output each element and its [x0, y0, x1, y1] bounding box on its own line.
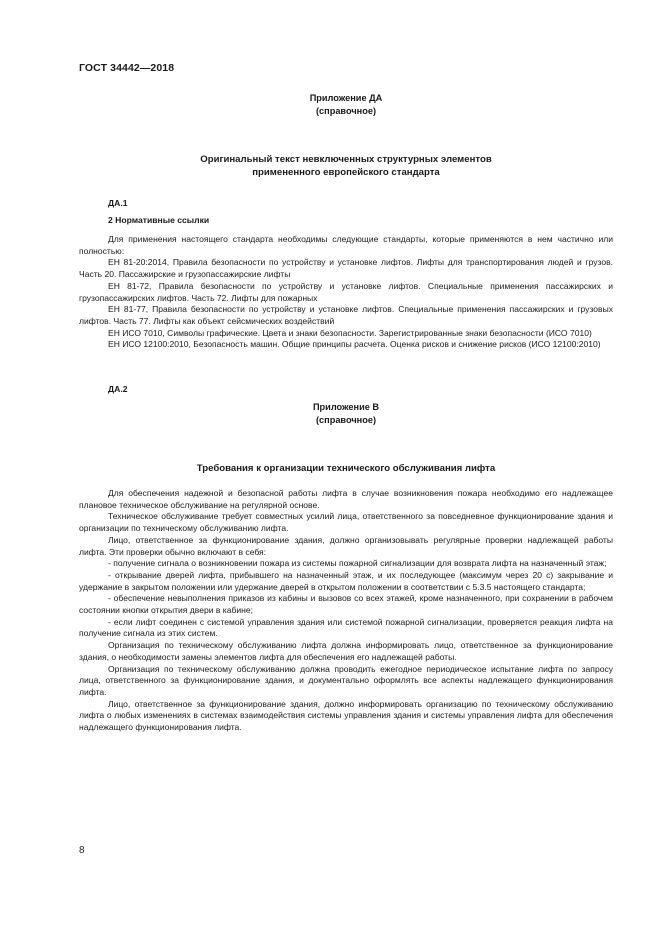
normative-references [79, 234, 613, 351]
list-item: - открывание дверей лифта, прибывшего на назначенный этаж, и их последующее (максимум через 20 с) закрывание и удержание в закрытом положении или удержание дверей в открытом положении в соответствии с 5.3.5 настоящего стандарта; [79, 569, 613, 592]
paragraph: Организация по техническому обслуживанию лифта должна информировать лицо, ответственное за функционирование здания, о необходимости замены элементов лифта для обеспечения его надлежащей работы. [79, 640, 613, 662]
maintenance-requirements [79, 488, 613, 734]
clause-heading: 2 Нормативные ссылки [108, 215, 210, 225]
paragraph: Для применения настоящего стандарта необходимы следующие стандарты, которые применяются в нем частично или полностью: [79, 234, 613, 256]
annex-b-subtitle: (справочное) [315, 414, 376, 425]
annex-da-section-title [100, 154, 592, 179]
annex-da-subtitle: (справочное) [315, 105, 376, 116]
reference-item: ЕН ИСО 7010, Символы графические. Цвета и знаки безопасности. Зарегистрированные знаки безопасности (ИСО 7010) [108, 327, 592, 338]
reference-item: ЕН 81-72, Правила безопасности по устройству и установке лифтов. Специальные применения пассажирских и грузопассажирских лифтов. Часть 72. Лифты для пожарных [79, 280, 613, 303]
paragraph: Лицо, ответственное за функционирование здания, должно информировать организацию по техническому обслуживанию лифта о любых изменениях в системах взаимодействия системы управления здания и системы управления лифта для обеспечения надлежащего функционирования лифта. [79, 698, 613, 733]
annex-da-title: Приложение ДА [309, 93, 383, 103]
list-item: - если лифт соединен с системой управления здания или системой пожарной сигнализации, проверяется реакция лифта на получение сигнала из этих систем. [79, 616, 613, 639]
annex-da-heading [200, 92, 492, 117]
annex-b-heading [200, 401, 492, 426]
list-item: - получение сигнала о возникновении пожара из системы пожарной сигнализации для возврата лифта на назначенный этаж; [108, 558, 607, 569]
reference-item: ЕН 81-20:2014, Правила безопасности по устройству и установке лифтов. Лифты для транспортирования людей и грузов. Часть 20. Пассажирские и грузопассажирские лифты [79, 257, 613, 280]
paragraph: Лицо, ответственное за функционирование здания, должно организовывать регулярные проверки надлежащей работы лифта. Эти проверки обычно включают в себя: [79, 534, 613, 557]
page-number: 8 [79, 845, 85, 856]
item-da1-label: ДА.1 [108, 198, 128, 208]
annex-da-section-title-line2: примененного европейского стандарта [252, 166, 440, 178]
item-da2-label: ДА.2 [108, 384, 128, 394]
reference-item: ЕН 81-77, Правила безопасности по устройству и установке лифтов. Специальные применения пассажирских и грузовых лифтов. Часть 77. Лифты как объект сейсмических воздействий [79, 304, 613, 326]
paragraph: Техническое обслуживание требует совместных усилий лица, ответственного за повседневное функционирование здания и организации по техническому обслуживанию лифта. [79, 511, 613, 534]
reference-item: ЕН ИСО 12100:2010, Безопасность машин. Общие принципы расчета. Оценка рисков и снижение рисков (ИСО 12100:2010) [108, 339, 601, 350]
paragraph: Для обеспечения надежной и безопасной работы лифта в случае возникновения пожара необходимо его надлежащее плановое техническое обслуживание на регулярной основе. [79, 488, 613, 510]
paragraph: Организация по техническому обслуживанию должна проводить ежегодное периодическое испытание лифта по запросу лица, ответственного за функционирование здания, и документально оформлять все аспекты надлежащего функционирования лифта. [79, 663, 613, 697]
list-item: - обеспечение невыполнения приказов из кабины и вызовов со всех этажей, кроме назначенного, при сохранении в рабочем состоянии кнопки открытия двери в кабине; [79, 593, 613, 616]
annex-da-section-title-line1: Оригинальный текст невключенных структурных элементов [200, 154, 492, 165]
annex-b-title: Приложение В [312, 402, 380, 412]
annex-b-section-title: Требования к организации технического обслуживания лифта [196, 463, 496, 474]
standard-code: ГОСТ 34442—2018 [79, 62, 175, 74]
